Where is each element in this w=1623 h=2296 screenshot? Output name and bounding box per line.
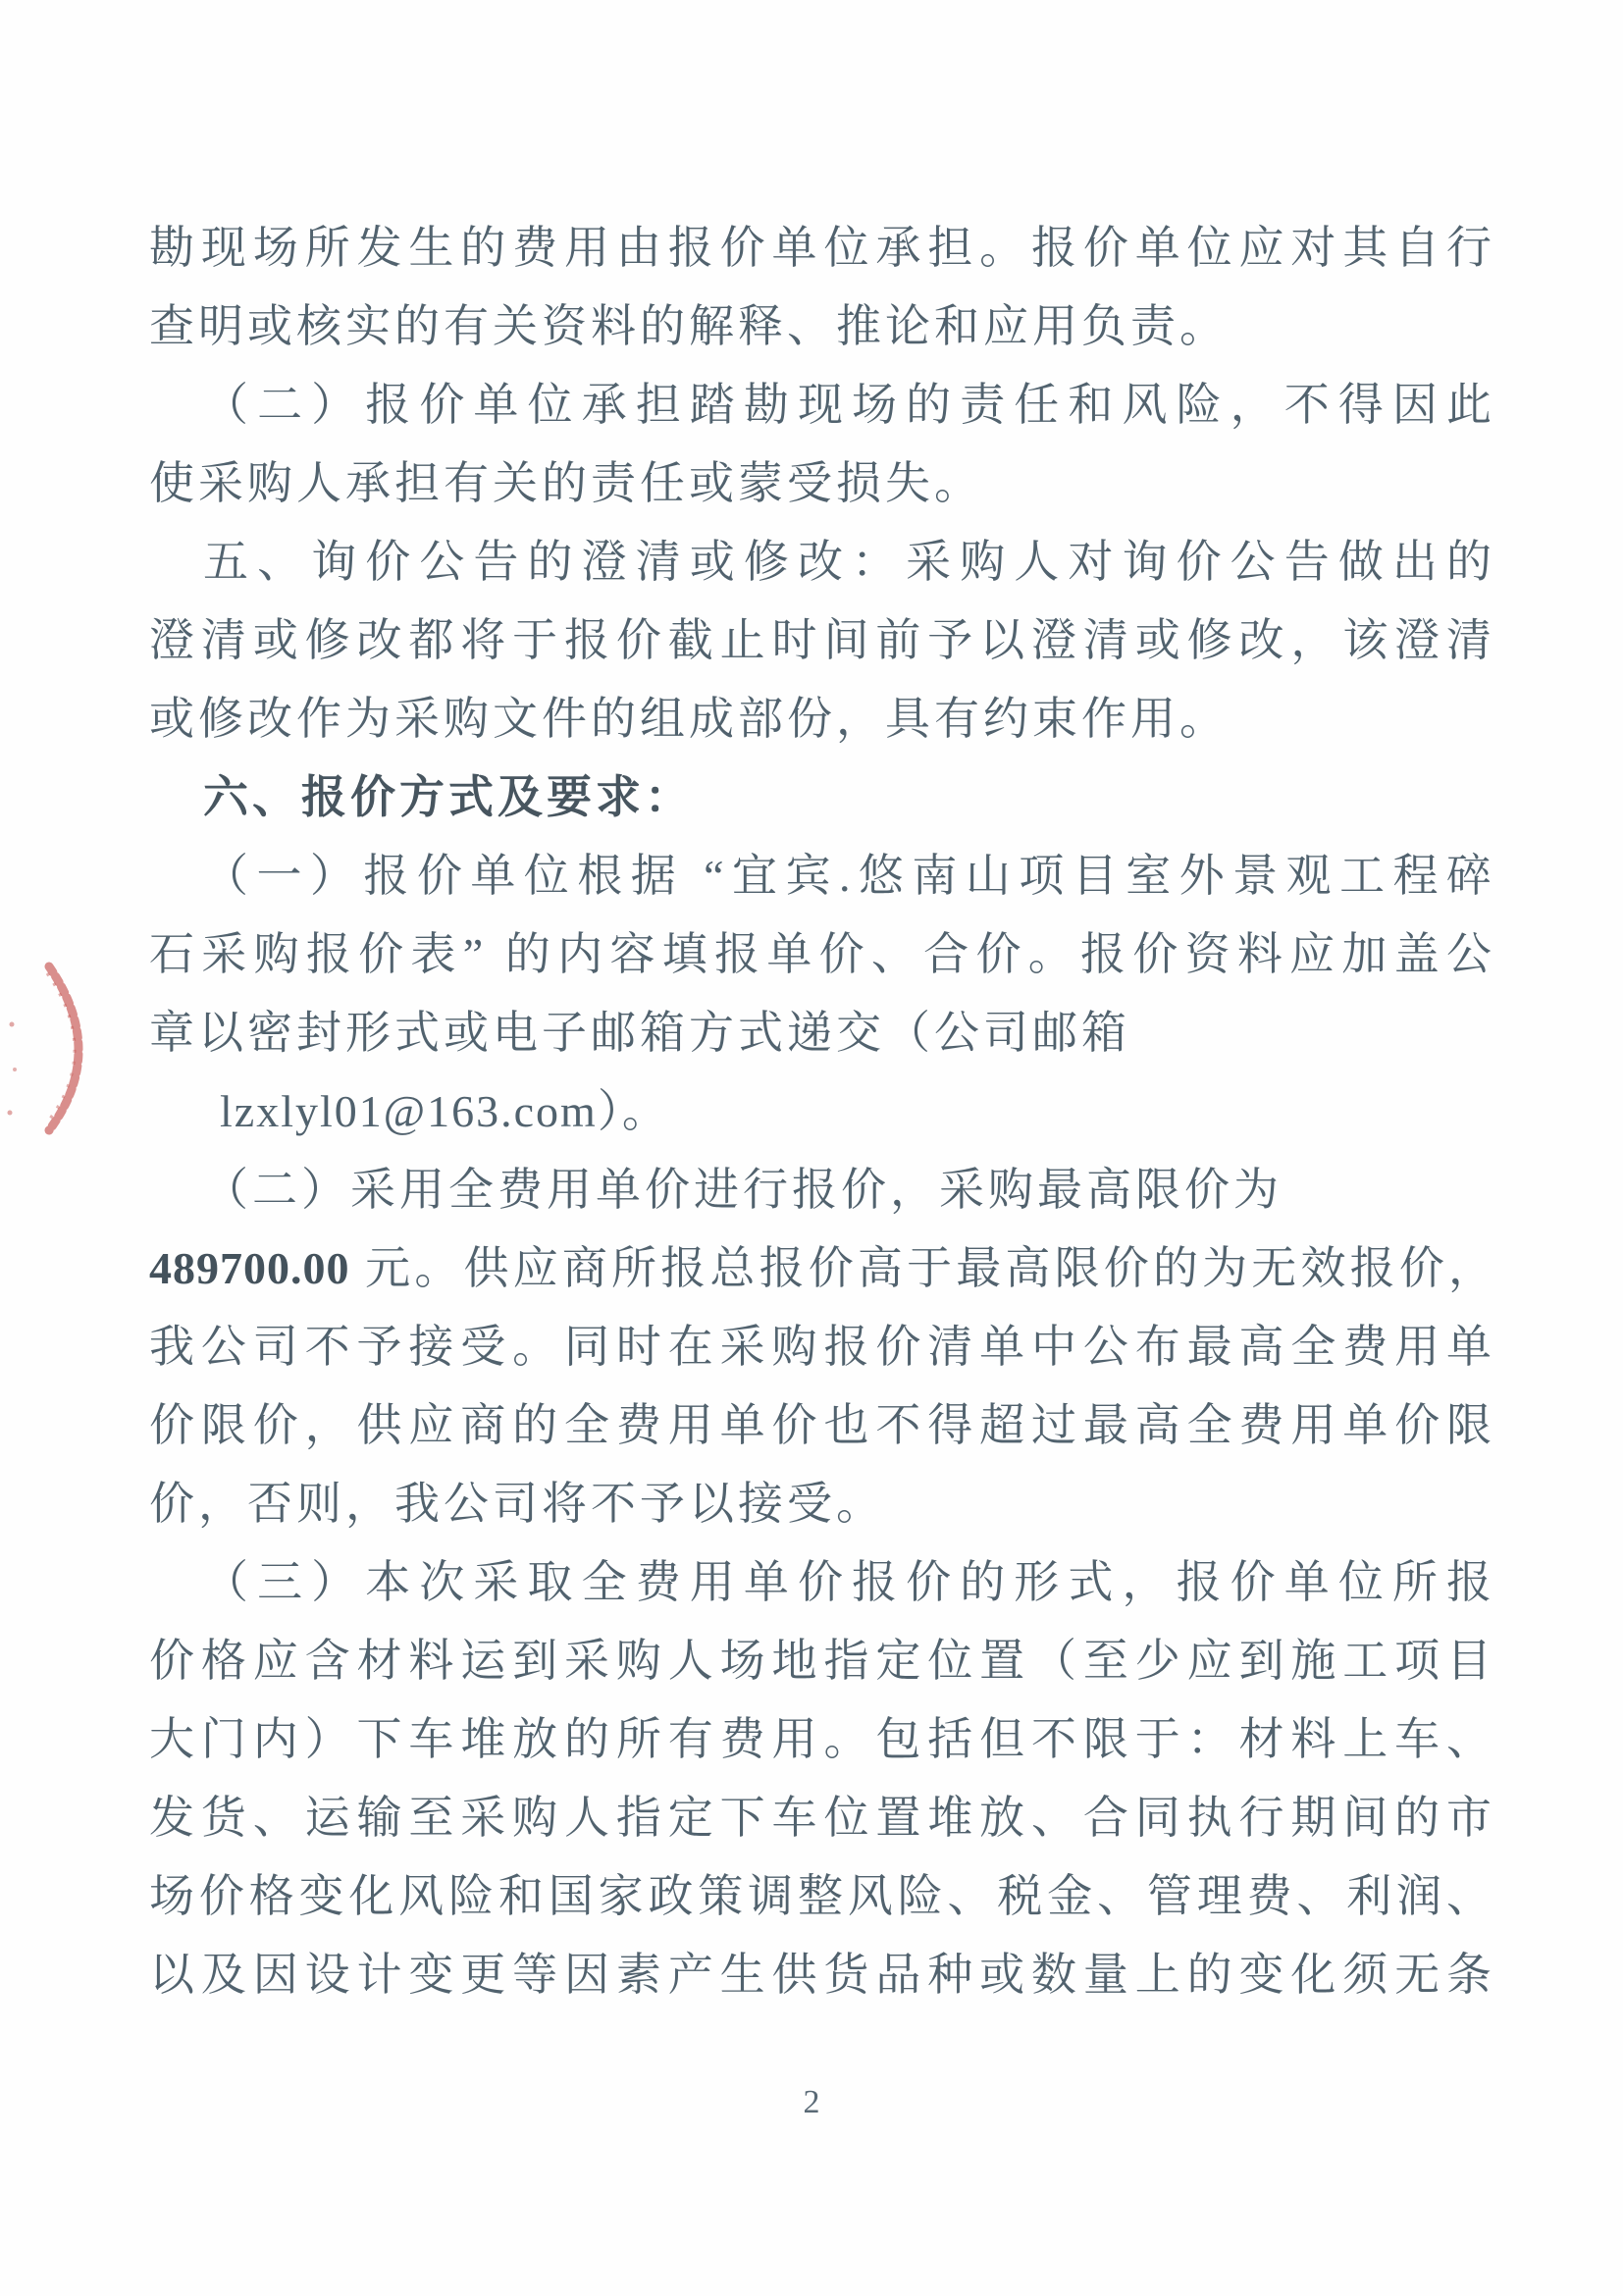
section-heading-5: 五、询价公告的澄清或修改：采购人对询价公告做出的 xyxy=(203,537,1495,587)
paragraph-line: 大门内）下车堆放的所有费用。包括但不限于：材料上车、 xyxy=(149,1714,1495,1764)
paragraph-line: 查明或核实的有关资料的解释、推论和应用负责。 xyxy=(149,301,1229,351)
paragraph-line: 价限价，供应商的全费用单价也不得超过最高全费用单价限 xyxy=(149,1400,1495,1450)
paragraph-line: （二）报价单位承担踏勘现场的责任和风险，不得因此 xyxy=(203,380,1495,430)
paragraph-line: 场价格变化风险和国家政策调整风险、税金、管理费、利润、 xyxy=(149,1871,1495,1921)
paragraph-line: 勘现场所发生的费用由报价单位承担。报价单位应对其自行 xyxy=(149,223,1495,273)
paragraph-line: 章以密封形式或电子邮箱方式递交（公司邮箱 xyxy=(149,1008,1130,1058)
max-price-value: 489700.00 xyxy=(149,1243,350,1293)
paragraph-line: 价格应含材料运到采购人场地指定位置（至少应到施工项目 xyxy=(149,1636,1495,1686)
paragraph-line: （二）采用全费用单价进行报价，采购最高限价为 xyxy=(203,1165,1283,1215)
paragraph-line: 元。供应商所报总报价高于最高限价的为无效报价， xyxy=(349,1243,1495,1293)
paragraph-line: 澄清或修改都将于报价截止时间前予以澄清或修改，该澄清 xyxy=(149,615,1495,665)
email-address-line: lzxlyl01@163.com）。 xyxy=(220,1086,669,1136)
paragraph-line-with-price xyxy=(149,1229,1495,1308)
document-body xyxy=(149,209,1495,2014)
paragraph-line: 石采购报价表” 的内容填报单价、合价。报价资料应加盖公 xyxy=(149,929,1495,979)
page-number: 2 xyxy=(803,2084,820,2120)
paragraph-line: 价，否则，我公司将不予以接受。 xyxy=(149,1479,885,1529)
paragraph-line: 发货、运输至采购人指定下车位置堆放、合同执行期间的市 xyxy=(149,1793,1495,1843)
paragraph-line: 我公司不予接受。同时在采购报价清单中公布最高全费用单 xyxy=(149,1322,1495,1372)
section-heading-6: 六、报价方式及要求： xyxy=(203,772,694,822)
paragraph-line: 使采购人承担有关的责任或蒙受损失。 xyxy=(149,458,983,508)
paragraph-line: 或修改作为采购文件的组成部份，具有约束作用。 xyxy=(149,694,1229,744)
paragraph-line: 以及因设计变更等因素产生供货品种或数量上的变化须无条 xyxy=(149,1950,1495,2000)
paragraph-line: （一）报价单位根据 “宜宾.悠南山项目室外景观工程碎 xyxy=(203,851,1495,901)
paragraph-line: （三）本次采取全费用单价报价的形式，报价单位所报 xyxy=(203,1557,1495,1607)
red-seal-edge-stamp xyxy=(0,954,128,1160)
